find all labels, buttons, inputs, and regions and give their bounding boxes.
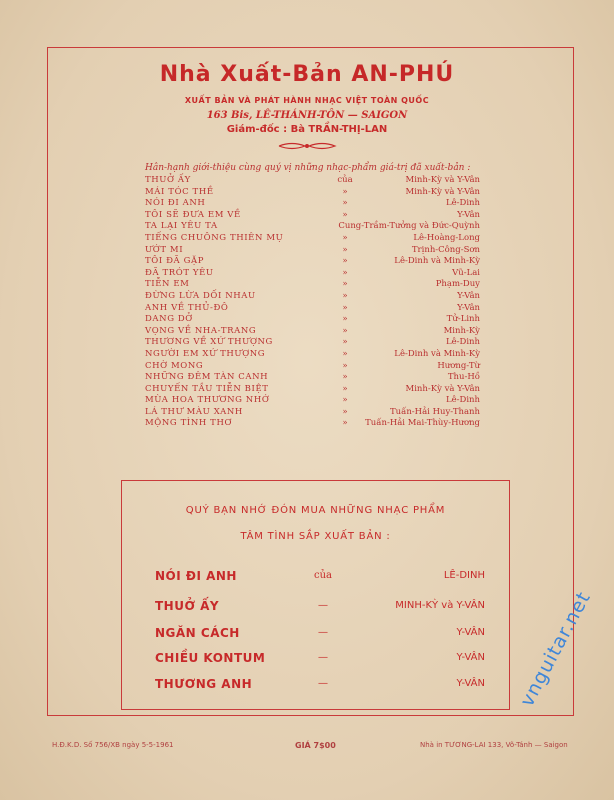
song-row: [145, 291, 480, 303]
song-title: TIỄN EM: [145, 279, 190, 290]
song-title: LÁ THƯ MÀU XANH: [145, 406, 243, 417]
ornament-divider-icon: [277, 140, 337, 152]
song-author: Y-Vân: [457, 209, 480, 220]
upcoming-author: Y-VÂN: [456, 678, 485, 689]
song-row: [145, 233, 480, 245]
publisher-address: 163 Bis, LÊ-THÁNH-TÔN — SAIGON: [206, 110, 408, 121]
song-mark: »: [342, 267, 348, 278]
upcoming-mark: —: [318, 600, 328, 611]
upcoming-mark: —: [318, 652, 328, 663]
song-author: Trịnh-Công-Sơn: [411, 244, 480, 255]
song-mark: »: [342, 325, 348, 336]
song-author: Lê-Dinh: [445, 337, 480, 348]
upcoming-author: Y-VÂN: [456, 652, 485, 663]
song-mark: »: [342, 232, 348, 243]
song-row: [145, 268, 480, 280]
song-mark: »: [342, 209, 348, 220]
song-row: [145, 245, 480, 257]
song-title: TÔI SẼ ĐƯA EM VỀ: [145, 209, 241, 220]
upcoming-title: NGĂN CÁCH: [155, 626, 240, 640]
song-author: Minh-Kỳ và Y-Vân: [405, 186, 480, 197]
song-title: ƯỚT MI: [145, 244, 184, 255]
song-author: Minh-Kỳ: [443, 325, 480, 336]
song-row: [145, 187, 480, 199]
song-row: [145, 326, 480, 338]
song-row: [145, 175, 480, 187]
upcoming-author: MINH-KỲ và Y-VÂN: [395, 600, 485, 611]
upcoming-title: NÓI ĐI ANH: [155, 569, 237, 583]
song-title: THUỞ ẤY: [145, 175, 191, 185]
song-mark: »: [342, 418, 348, 429]
song-title: TÔI ĐÃ GẶP: [145, 256, 205, 267]
song-author: Tuấn-Hải Mai-Thùy-Hương: [365, 418, 480, 429]
song-mark: »: [342, 383, 348, 394]
song-author: Hương-Từ: [437, 360, 480, 371]
song-title: MỘNG TÌNH THƠ: [145, 418, 233, 429]
song-mark: »: [342, 244, 348, 255]
upcoming-item: [155, 626, 485, 646]
song-row: [145, 384, 480, 396]
song-mark: »: [342, 348, 348, 359]
song-mark: »: [342, 372, 348, 383]
song-author: Vũ-Lai: [452, 267, 480, 278]
song-author: Phạm-Duy: [435, 279, 480, 290]
upcoming-title: CHIỀU KONTUM: [155, 651, 266, 665]
song-author: Y-Vân: [457, 290, 480, 301]
song-author: Lê-Dinh và Minh-Kỳ: [394, 348, 480, 359]
upcoming-mark: của: [313, 570, 332, 581]
publisher-director: Giám-đốc : Bà TRẦN-THỊ-LAN: [226, 124, 388, 135]
song-row: [145, 256, 480, 268]
song-row: [145, 395, 480, 407]
upcoming-title: THUỞ ẤY: [155, 599, 220, 613]
upcoming-mark: —: [318, 627, 328, 638]
song-mark: »: [342, 198, 348, 209]
song-mark: »: [342, 279, 348, 290]
upcoming-item: [155, 569, 485, 589]
watermark-text: vnguitar.net: [516, 587, 596, 711]
song-row: [145, 314, 480, 326]
upcoming-author: Y-VÂN: [456, 627, 485, 638]
song-row: [145, 407, 480, 419]
song-row: [145, 279, 480, 291]
song-mark: »: [342, 406, 348, 417]
song-row: [145, 303, 480, 315]
song-title: VỌNG VỀ NHA-TRANG: [145, 325, 257, 336]
song-author: Lê-Dinh và Minh-Kỳ: [394, 256, 480, 267]
song-mark: »: [342, 395, 348, 406]
song-title: CHUYẾN TẦU TIỄN BIỆT: [145, 383, 269, 394]
song-mark: »: [342, 256, 348, 267]
song-mark: »: [342, 290, 348, 301]
song-title: MÁI TÓC THỀ: [145, 186, 214, 197]
song-author: Y-Vân: [457, 302, 480, 313]
upcoming-subheading: TÂM TÌNH SẮP XUẤT BẢN :: [240, 531, 391, 542]
song-mark: »: [342, 314, 348, 325]
song-row: [145, 349, 480, 361]
publisher-name: Nhà Xuất-Bản AN-PHÚ: [159, 62, 455, 87]
upcoming-item: [155, 651, 485, 671]
song-author: Tử-Linh: [446, 314, 480, 325]
song-row: [145, 221, 480, 233]
footer-permit: H.Đ.K.D. Số 756/XB ngày 5-5-1961: [52, 741, 174, 749]
song-mark: »: [342, 302, 348, 313]
song-title: DANG DỞ: [145, 314, 193, 325]
song-title: THƯƠNG VỀ XỨ THƯỢNG: [145, 337, 273, 348]
song-title: NHỮNG ĐÊM TÀN CANH: [145, 372, 269, 383]
song-mark: »: [342, 337, 348, 348]
song-row: [145, 337, 480, 349]
song-title: TIẾNG CHUÔNG THIÊN MỤ: [145, 232, 284, 243]
upcoming-author: LÊ-DINH: [443, 570, 485, 581]
song-row: [145, 372, 480, 384]
song-title: NÓI ĐI ANH: [145, 198, 206, 209]
song-title: MÙA HOA THƯƠNG NHỚ: [145, 395, 270, 406]
upcoming-heading: QUÝ BẠN NHỚ ĐÓN MUA NHỮNG NHẠC PHẨM: [185, 505, 446, 516]
song-mark: »: [342, 360, 348, 371]
song-title: TA LẠI YÊU TA: [145, 221, 218, 232]
song-author: Tuấn-Hải Huy-Thanh: [389, 406, 480, 417]
song-row: [145, 418, 480, 430]
song-title: ĐỪNG LỪA DỐI NHAU: [145, 290, 256, 301]
footer-printer: Nhà in TƯƠNG-LAI 133, Võ-Tánh — Saigon: [420, 741, 568, 749]
song-row: [145, 361, 480, 373]
song-row: [145, 210, 480, 222]
upcoming-title: THƯƠNG ANH: [155, 677, 253, 691]
song-author: Minh-Kỳ và Y-Vân: [405, 175, 480, 185]
publisher-tagline: XUẤT BẢN VÀ PHÁT HÀNH NHẠC VIỆT TOÀN QUỐC: [184, 96, 430, 105]
upcoming-mark: —: [318, 678, 328, 689]
song-title: ANH VỀ THỦ-ĐÔ: [145, 302, 229, 313]
song-mark: của: [337, 175, 353, 185]
intro-text: Hân-hạnh giới-thiệu cùng quý vị những nhạc-phẩm giá-trị đã xuất-bản :: [145, 163, 471, 173]
song-author: Minh-Kỳ và Y-Vân: [405, 383, 480, 394]
upcoming-item: [155, 677, 485, 697]
song-author: Lê-Hoàng-Long: [413, 232, 480, 243]
song-author: Lê-Dinh: [445, 198, 480, 209]
song-author: Lê-Dinh: [445, 395, 480, 406]
published-songs-list: [145, 175, 480, 430]
song-title: NGƯỜI EM XỨ THƯỢNG: [145, 348, 266, 359]
song-mark: »: [342, 186, 348, 197]
song-title: CHỜ MONG: [145, 360, 204, 371]
song-author: Thu-Hồ: [447, 372, 480, 383]
footer-price: GIÁ 7$00: [295, 741, 336, 750]
song-author: Cung-Trầm-Tưởng và Đức-Quỳnh: [338, 221, 480, 232]
song-title: ĐÃ TRÓT YÊU: [145, 267, 214, 278]
song-row: [145, 198, 480, 210]
upcoming-item: [155, 599, 485, 619]
